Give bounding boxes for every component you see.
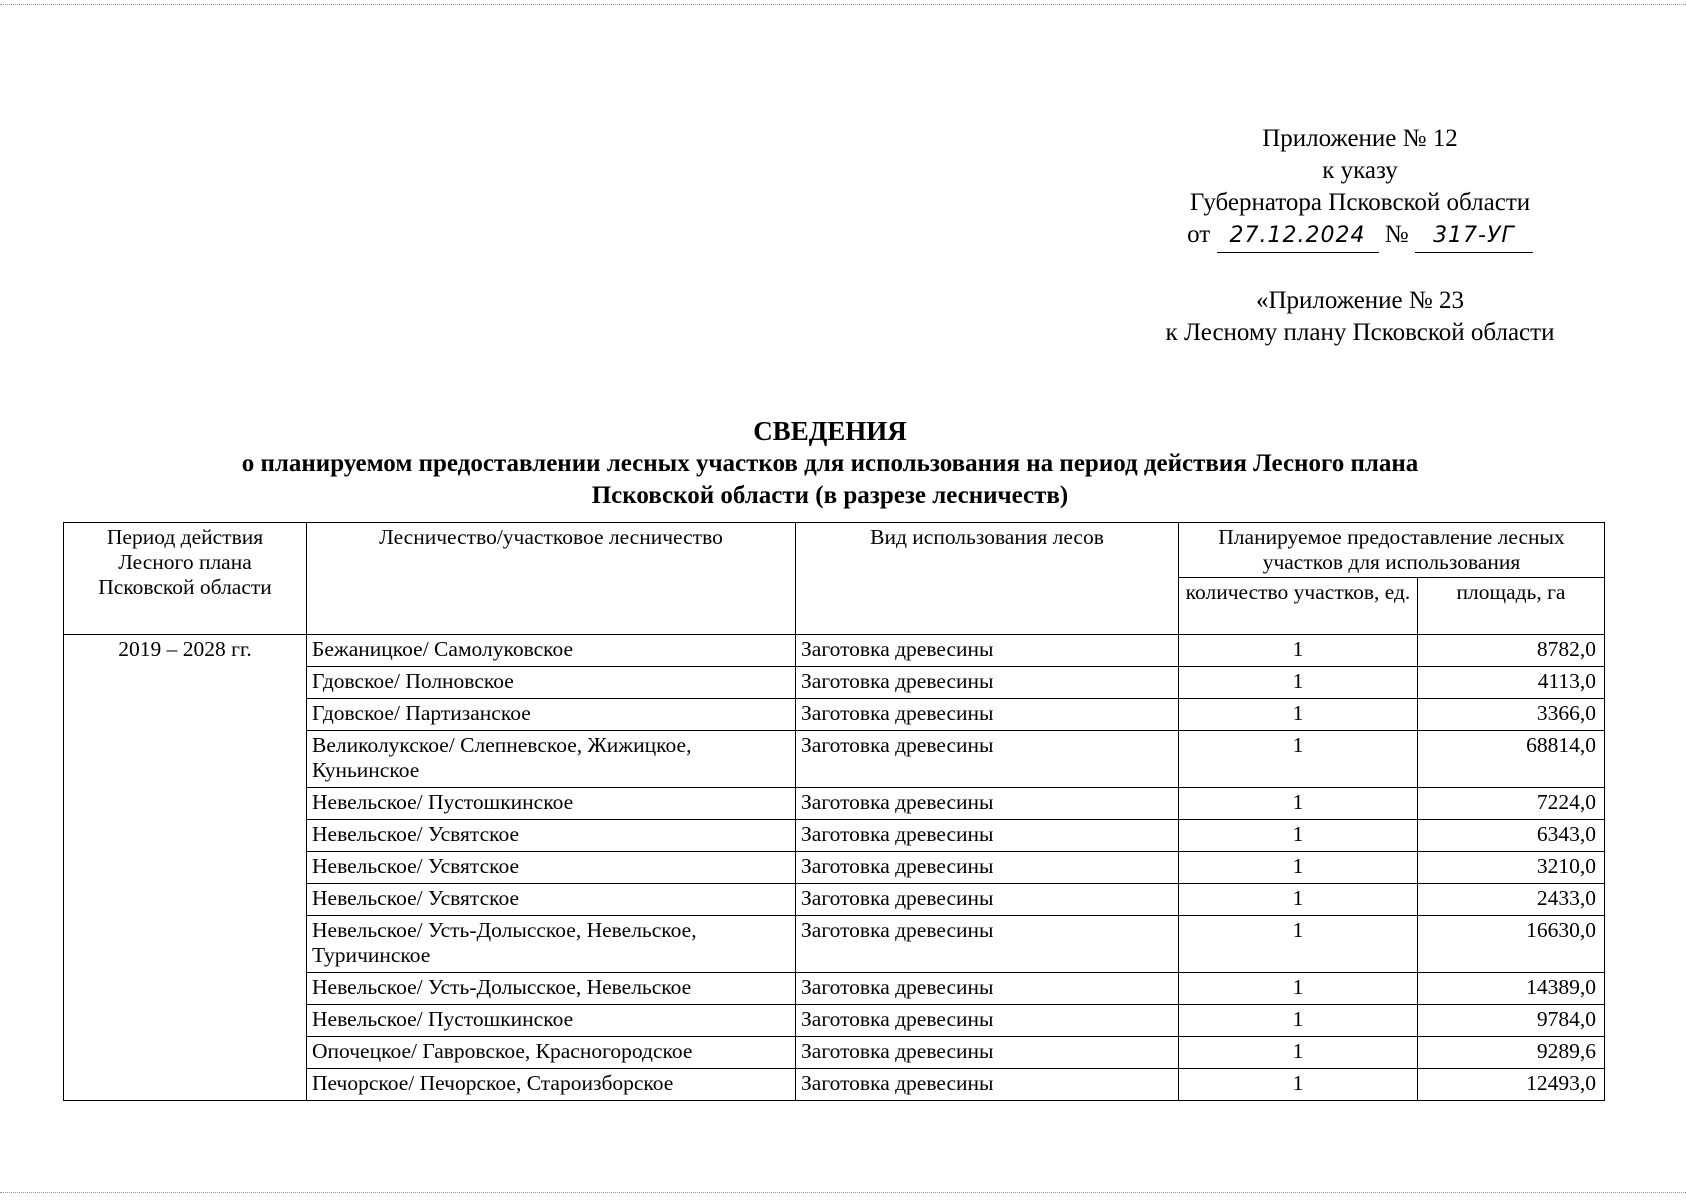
count-cell: 1 [1179,852,1418,884]
area-cell: 3366,0 [1418,699,1605,731]
area-cell: 9784,0 [1418,1005,1605,1037]
use-cell: Заготовка древесины [796,788,1179,820]
area-cell: 4113,0 [1418,667,1605,699]
header-planned: Планируемое предоставление лесных участков для использования [1179,523,1605,578]
number-sign: № [1384,221,1409,248]
annex-line-1: «Приложение № 23 [1255,287,1465,314]
forestry-cell: Печорское/ Печорское, Староизборское [307,1069,796,1101]
decree-date-number [1100,219,1620,253]
area-cell: 2433,0 [1418,884,1605,916]
header-count: количество участков, ед. [1179,578,1418,635]
use-cell: Заготовка древесины [796,731,1179,788]
forestry-cell: Невельское/ Пустошкинское [307,788,796,820]
forestry-cell: Гдовское/ Партизанское [307,699,796,731]
count-cell: 1 [1179,699,1418,731]
annex-line-2: к Лесному плану Псковской области [1165,319,1555,346]
scan-edge-top [0,4,1686,6]
scan-edge-bottom [0,1192,1686,1194]
use-cell: Заготовка древесины [796,820,1179,852]
use-cell: Заготовка древесины [796,1037,1179,1069]
period-cell: 2019 – 2028 гг. [64,635,307,1101]
annex-block [1100,285,1620,349]
appendix-line-1: Приложение № 12 [1262,125,1458,152]
forestry-cell: Невельское/ Пустошкинское [307,1005,796,1037]
subtitle-line-2: Псковской области (в разрезе лесничеств) [591,482,1069,509]
area-cell: 16630,0 [1418,916,1605,973]
forestry-cell: Опочецкое/ Гавровское, Красногородское [307,1037,796,1069]
count-cell: 1 [1179,973,1418,1005]
count-cell: 1 [1179,916,1418,973]
appendix-block [1100,123,1620,253]
area-cell: 14389,0 [1418,973,1605,1005]
area-cell: 6343,0 [1418,820,1605,852]
area-cell: 8782,0 [1418,635,1605,667]
area-cell: 68814,0 [1418,731,1605,788]
header-forestry: Лесничество/участковое лесничество [307,523,796,635]
handwritten-date: 27.12.2024 [1217,220,1379,253]
area-cell: 12493,0 [1418,1069,1605,1101]
use-cell: Заготовка древесины [796,884,1179,916]
count-cell: 1 [1179,1069,1418,1101]
document-subtitle [0,448,1660,512]
area-cell: 7224,0 [1418,788,1605,820]
count-cell: 1 [1179,820,1418,852]
area-cell: 3210,0 [1418,852,1605,884]
count-cell: 1 [1179,667,1418,699]
count-cell: 1 [1179,1005,1418,1037]
forestry-cell: Невельское/ Усть-Долысское, Невельское [307,973,796,1005]
subtitle-line-1: о планируемом предоставлении лесных участков для использования на период действия Лесного плана [241,450,1419,477]
table-body [64,635,1605,1101]
count-cell: 1 [1179,635,1418,667]
date-prefix: от [1187,221,1211,248]
forestry-cell: Невельское/ Усвятское [307,820,796,852]
area-cell: 9289,6 [1418,1037,1605,1069]
count-cell: 1 [1179,788,1418,820]
table-row [64,635,1605,667]
use-cell: Заготовка древесины [796,852,1179,884]
use-cell: Заготовка древесины [796,1069,1179,1101]
use-cell: Заготовка древесины [796,667,1179,699]
forestry-cell: Невельское/ Усть-Долысское, Невельское, Туричинское [307,916,796,973]
use-cell: Заготовка древесины [796,916,1179,973]
forestry-cell: Невельское/ Усвятское [307,852,796,884]
count-cell: 1 [1179,884,1418,916]
count-cell: 1 [1179,1037,1418,1069]
appendix-line-3: Губернатора Псковской области [1189,189,1531,216]
use-cell: Заготовка древесины [796,635,1179,667]
count-cell: 1 [1179,731,1418,788]
header-period: Период действия Лесного плана Псковской области [64,523,307,635]
header-area: площадь, га [1418,578,1605,635]
forestry-cell: Гдовское/ Полновское [307,667,796,699]
forest-plots-table [63,522,1605,1101]
forestry-cell: Невельское/ Усвятское [307,884,796,916]
use-cell: Заготовка древесины [796,1005,1179,1037]
forestry-cell: Великолукское/ Слепневское, Жижицкое, Куньинское [307,731,796,788]
appendix-line-2: к указу [1322,157,1398,184]
forestry-cell: Бежаницкое/ Самолуковское [307,635,796,667]
document-title: СВЕДЕНИЯ [753,416,907,446]
use-cell: Заготовка древесины [796,699,1179,731]
header-use-type: Вид использования лесов [796,523,1179,635]
use-cell: Заготовка древесины [796,973,1179,1005]
handwritten-number: 317-УГ [1415,220,1533,253]
